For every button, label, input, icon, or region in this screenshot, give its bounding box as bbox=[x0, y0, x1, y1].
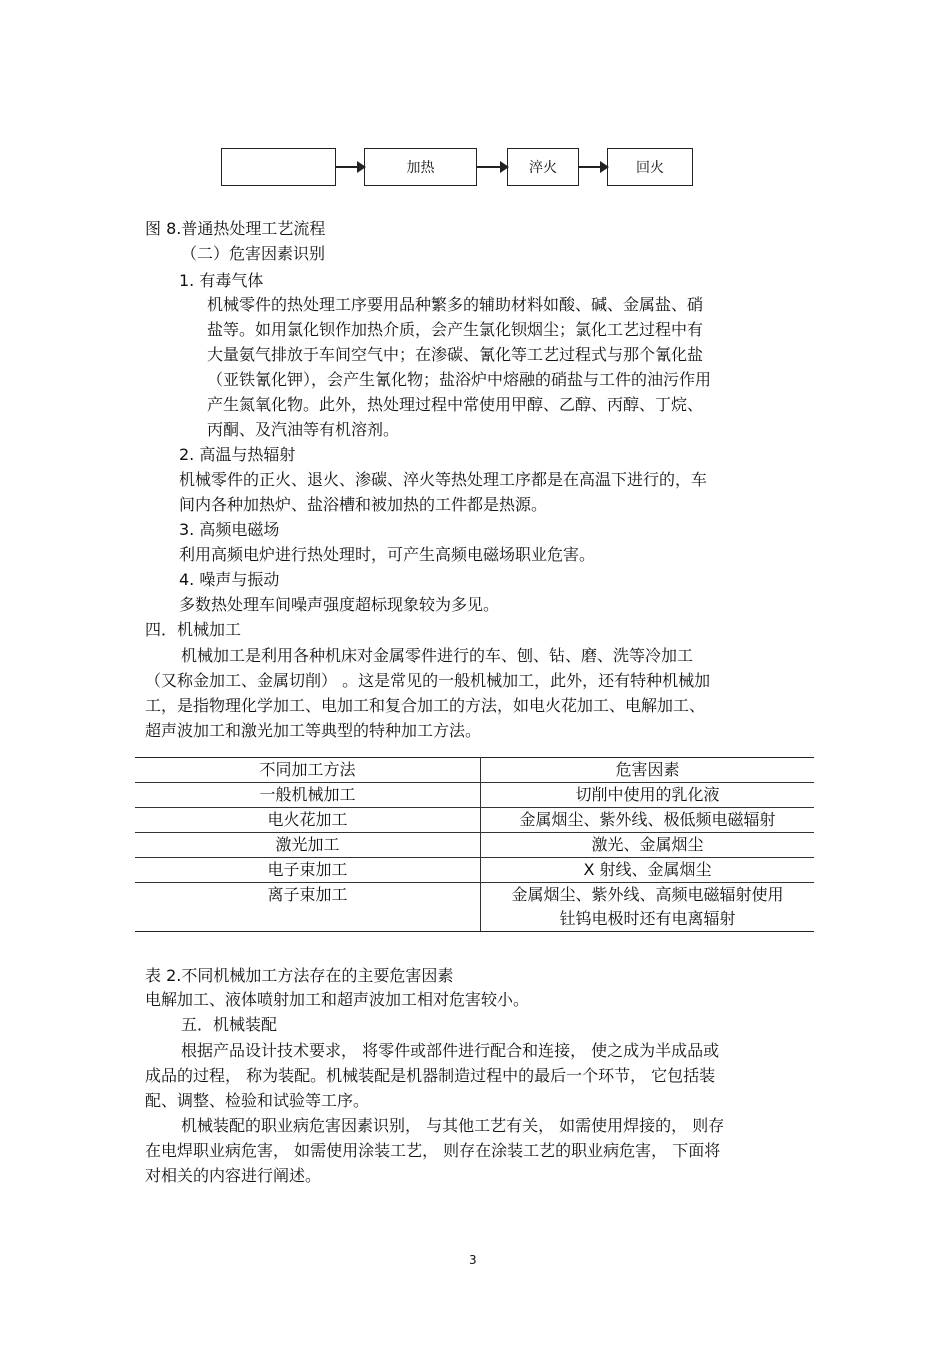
flow-box-temper: 回火 bbox=[607, 148, 693, 186]
paragraph-line: 对相关的内容进行阐述。 bbox=[145, 1166, 322, 1185]
item-title: 1. 有毒气体 bbox=[179, 271, 264, 290]
table-header: 危害因素 bbox=[481, 758, 815, 783]
item-title: 3. 高频电磁场 bbox=[179, 520, 280, 539]
paragraph-line: 在电焊职业病危害， 如需使用涂装工艺， 则存在涂装工艺的职业病危害， 下面将 bbox=[145, 1141, 721, 1160]
table-row bbox=[135, 858, 814, 883]
section-heading: 四．机械加工 bbox=[145, 620, 242, 639]
table-cell-line: 钍钨电极时还有电离辐射 bbox=[559, 909, 736, 928]
hazard-table bbox=[135, 757, 814, 932]
table-row bbox=[135, 883, 814, 932]
table-cell-line: 金属烟尘、紫外线、高频电磁辐射使用 bbox=[511, 885, 784, 904]
table-header-row bbox=[135, 758, 814, 783]
table-cell: 金属烟尘、紫外线、极低频电磁辐射 bbox=[481, 808, 815, 833]
paragraph-line: 电解加工、液体喷射加工和超声波加工相对危害较小。 bbox=[145, 990, 530, 1009]
paragraph-line: 多数热处理车间噪声强度超标现象较为多见。 bbox=[179, 595, 500, 614]
section-heading: （二）危害因素识别 bbox=[181, 244, 326, 263]
flow-arrow bbox=[579, 166, 607, 168]
flow-box-start bbox=[221, 148, 336, 186]
figure-caption: 图 8.普通热处理工艺流程 bbox=[145, 219, 326, 238]
paragraph-line: （又称金加工、金属切削） 。这是常见的一般机械加工，此外，还有特种机械加 bbox=[145, 671, 711, 690]
section-heading: 五．机械装配 bbox=[181, 1015, 278, 1034]
item-title: 2. 高温与热辐射 bbox=[179, 445, 296, 464]
table-cell: 激光、金属烟尘 bbox=[481, 833, 815, 858]
table-cell: 一般机械加工 bbox=[135, 783, 481, 808]
table-cell-multiline bbox=[481, 883, 815, 932]
table-cell: 切削中使用的乳化液 bbox=[481, 783, 815, 808]
paragraph-line: 盐等。如用氯化钡作加热介质，会产生氯化钡烟尘；氯化工艺过程中有 bbox=[207, 320, 704, 339]
flow-arrow bbox=[477, 166, 507, 168]
table-caption: 表 2.不同机械加工方法存在的主要危害因素 bbox=[145, 966, 454, 985]
table-cell: 电火花加工 bbox=[135, 808, 481, 833]
paragraph-line: 超声波加工和激光加工等典型的特种加工方法。 bbox=[145, 721, 482, 740]
table-row bbox=[135, 808, 814, 833]
paragraph-line: 利用高频电炉进行热处理时，可产生高频电磁场职业危害。 bbox=[179, 545, 596, 564]
paragraph-line: 机械装配的职业病危害因素识别， 与其他工艺有关， 如需使用焊接的， 则存 bbox=[181, 1116, 725, 1135]
flow-arrow bbox=[336, 166, 364, 168]
paragraph-line: 间内各种加热炉、盐浴槽和被加热的工件都是热源。 bbox=[179, 495, 548, 514]
paragraph-line: 机械零件的正火、退火、渗碳、淬火等热处理工序都是在高温下进行的，车 bbox=[179, 470, 708, 489]
paragraph-line: 成品的过程， 称为装配。机械装配是机器制造过程中的最后一个环节， 它包括装 bbox=[145, 1066, 716, 1085]
table-row bbox=[135, 783, 814, 808]
paragraph-line: 根据产品设计技术要求， 将零件或部件进行配合和连接， 使之成为半成品或 bbox=[181, 1041, 720, 1060]
table-header: 不同加工方法 bbox=[135, 758, 481, 783]
paragraph-line: （亚铁氰化钾），会产生氰化物；盐浴炉中熔融的硝盐与工件的油污作用 bbox=[207, 370, 712, 389]
paragraph-line: 机械加工是利用各种机床对金属零件进行的车、刨、钻、磨、洗等冷加工 bbox=[181, 646, 694, 665]
paragraph-line: 配、调整、检验和试验等工序。 bbox=[145, 1091, 370, 1110]
paragraph-line: 大量氨气排放于车间空气中；在渗碳、氰化等工艺过程式与那个氰化盐 bbox=[207, 345, 704, 364]
table-cell: 离子束加工 bbox=[135, 883, 481, 932]
paragraph-line: 丙酮、及汽油等有机溶剂。 bbox=[207, 420, 400, 439]
table-row bbox=[135, 833, 814, 858]
table-cell: 电子束加工 bbox=[135, 858, 481, 883]
paragraph-line: 机械零件的热处理工序要用品种繁多的辅助材料如酸、碱、金属盐、硝 bbox=[207, 295, 704, 314]
flow-box-quench: 淬火 bbox=[507, 148, 579, 186]
flow-box-heating: 加热 bbox=[364, 148, 477, 186]
paragraph-line: 产生氮氧化物。此外，热处理过程中常使用甲醇、乙醇、丙醇、丁烷、 bbox=[207, 395, 704, 414]
table-cell: X 射线、金属烟尘 bbox=[481, 858, 815, 883]
page-number: 3 bbox=[469, 1253, 477, 1267]
item-title: 4. 噪声与振动 bbox=[179, 570, 280, 589]
paragraph-line: 工，是指物理化学加工、电加工和复合加工的方法，如电火花加工、电解加工、 bbox=[145, 696, 706, 715]
table-cell: 激光加工 bbox=[135, 833, 481, 858]
